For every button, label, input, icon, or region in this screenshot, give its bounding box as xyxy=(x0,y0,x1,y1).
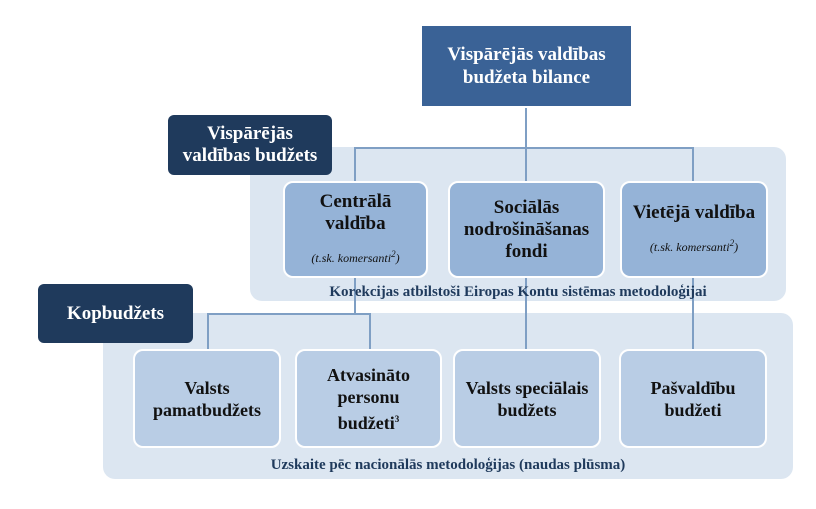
connector xyxy=(525,107,527,182)
esa-caption: Korekcijas atbilstoši Eiropas Kontu sistēmas metodoloģijai xyxy=(329,284,707,300)
central-government-box xyxy=(283,181,428,278)
connector xyxy=(692,147,694,182)
local-government-box xyxy=(620,181,768,278)
label-line1: Vispārējās xyxy=(207,123,293,144)
connector xyxy=(369,313,371,351)
top-box-line1: Vispārējās valdības xyxy=(447,44,606,65)
top-box-line2: budžeta bilance xyxy=(462,67,591,88)
social-security-funds-box xyxy=(448,181,605,278)
box-title: Valsts speciālais budžets xyxy=(465,377,589,420)
derived-persons-budgets-box xyxy=(295,349,442,448)
connector xyxy=(354,147,356,182)
label-line2: valdības budžets xyxy=(182,145,318,166)
state-basic-budget-box xyxy=(133,349,281,448)
national-caption: Uzskaite pēc nacionālās metodoloģijas (naudas plūsma) xyxy=(270,457,626,473)
box-note: (t.sk. komersanti$^2$) xyxy=(649,237,739,254)
box-title: Vietējā valdība xyxy=(632,201,756,223)
box-title: Valsts pamatbudžets xyxy=(153,377,262,420)
box-title: Centrālā valdība xyxy=(319,190,392,234)
municipal-budgets-box xyxy=(619,349,767,448)
connector xyxy=(354,147,693,149)
box-note: (t.sk. komersanti$^2$) xyxy=(311,248,400,265)
budget-balance-box xyxy=(420,24,633,108)
box-title: Atvasināto personu budžeti$^3$ xyxy=(326,364,410,433)
connector xyxy=(207,313,209,351)
general-budget-label xyxy=(168,115,332,175)
box-title: Pašvaldību budžeti xyxy=(650,377,736,420)
state-special-budget-box xyxy=(453,349,601,448)
box-title: Sociālās nodrošināšanas fondi xyxy=(463,196,590,262)
consolidated-budget-label: Kopbudžets xyxy=(38,284,193,343)
connector xyxy=(207,313,370,315)
